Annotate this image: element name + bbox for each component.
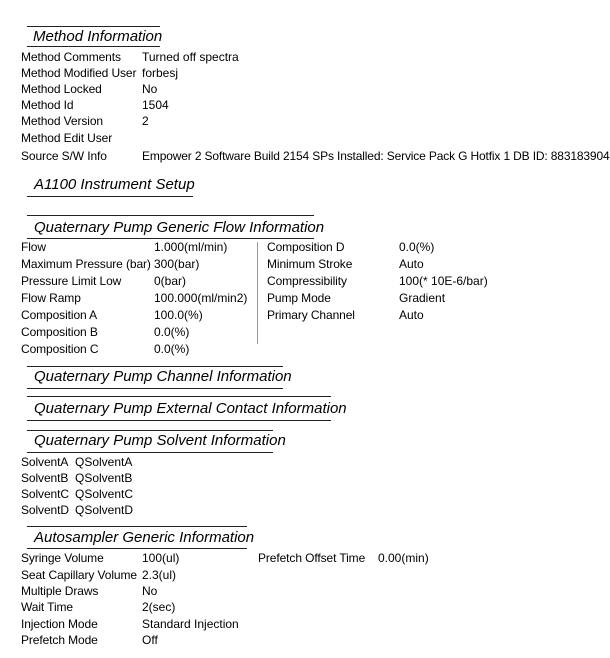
row-label: Composition B [21,325,98,339]
pump-contact-top-rule [27,396,331,397]
pump-channel-bottom-rule [27,388,283,389]
row-label: Method Comments [21,50,121,64]
method-info-top-rule [27,26,160,27]
row-value: 100.000(ml/min2) [154,291,248,305]
row-label: Injection Mode [21,617,98,631]
row-value: No [142,82,158,96]
row-value: Gradient [399,291,446,305]
row-value: No [142,584,158,598]
row-label: Seat Capillary Volume [21,568,137,582]
row-label: SolventA [21,455,69,469]
row-label: SolventC [21,487,69,501]
row-value: Turned off spectra [142,50,239,64]
row-label: Method Id [21,98,74,112]
row-label: Maximum Pressure (bar) [21,257,151,271]
row-label: Composition D [267,240,345,254]
row-label: Composition C [21,342,99,356]
row-label: SolventD [21,503,69,517]
instrument-setup-rule [27,196,193,197]
row-value: Standard Injection [142,617,239,631]
row-value: 2.3(ul) [142,568,177,582]
pump-flow-top-rule [27,215,314,216]
row-label: Wait Time [21,600,73,614]
row-value: 300(bar) [154,257,200,271]
row-value: Auto [399,308,424,322]
row-label: Flow [21,240,46,254]
row-value: 100(* 10E-6/bar) [399,274,488,288]
method-info-bottom-rule [27,46,160,47]
autosampler-top-rule [27,526,247,527]
row-value: 1504 [142,98,169,112]
row-value: QSolventD [75,503,134,517]
row-label: Primary Channel [267,308,355,322]
row-value: 100(ul) [142,551,180,565]
autosampler-heading: Autosampler Generic Information [34,529,255,546]
row-value: Empower 2 Software Build 2154 SPs Installed: Service Pack G Hotfix 1 DB ID: 883183904 [142,149,610,163]
row-label: Multiple Draws [21,584,99,598]
pump-solvent-heading: Quaternary Pump Solvent Information [34,432,286,449]
row-label: Composition A [21,308,98,322]
pump-flow-column-divider [257,242,258,344]
row-value: Off [142,633,158,647]
row-label: SolventB [21,471,69,485]
pump-contact-bottom-rule [27,420,331,421]
pump-solvent-bottom-rule [27,452,273,453]
pump-flow-heading: Quaternary Pump Generic Flow Information [34,219,325,236]
row-value: Auto [399,257,424,271]
row-value: 0.0(%) [399,240,435,254]
row-label: Method Version [21,114,103,128]
pump-channel-heading: Quaternary Pump Channel Information [34,368,292,385]
row-value: 0(bar) [154,274,187,288]
row-label: Prefetch Offset Time [258,551,366,565]
pump-flow-bottom-rule [27,238,314,239]
row-value: forbesj [142,66,179,80]
instrument-setup-heading: A1100 Instrument Setup [34,176,195,193]
row-value: 0.00(min) [378,551,429,565]
row-label: Pressure Limit Low [21,274,122,288]
row-label: Source S/W Info [21,149,107,163]
row-value: QSolventC [75,487,134,501]
row-label: Flow Ramp [21,291,81,305]
row-label: Method Edit User [21,131,113,145]
pump-channel-top-rule [27,366,283,367]
row-value: 2(sec) [142,600,176,614]
autosampler-bottom-rule [27,548,247,549]
row-value: 2 [142,114,149,128]
row-label: Syringe Volume [21,551,104,565]
row-value: 1.000(ml/min) [154,240,228,254]
row-label: Compressibility [267,274,347,288]
method-info-heading: Method Information [33,28,163,45]
pump-contact-heading: Quaternary Pump External Contact Information [34,400,347,417]
row-label: Method Modified User [21,66,137,80]
row-label: Prefetch Mode [21,633,98,647]
row-value: 0.0(%) [154,325,190,339]
row-label: Minimum Stroke [267,257,353,271]
row-value: 0.0(%) [154,342,190,356]
row-label: Method Locked [21,82,102,96]
row-label: Pump Mode [267,291,331,305]
row-value: QSolventA [75,455,133,469]
pump-solvent-top-rule [27,430,273,431]
row-value: QSolventB [75,471,133,485]
row-value: 100.0(%) [154,308,203,322]
